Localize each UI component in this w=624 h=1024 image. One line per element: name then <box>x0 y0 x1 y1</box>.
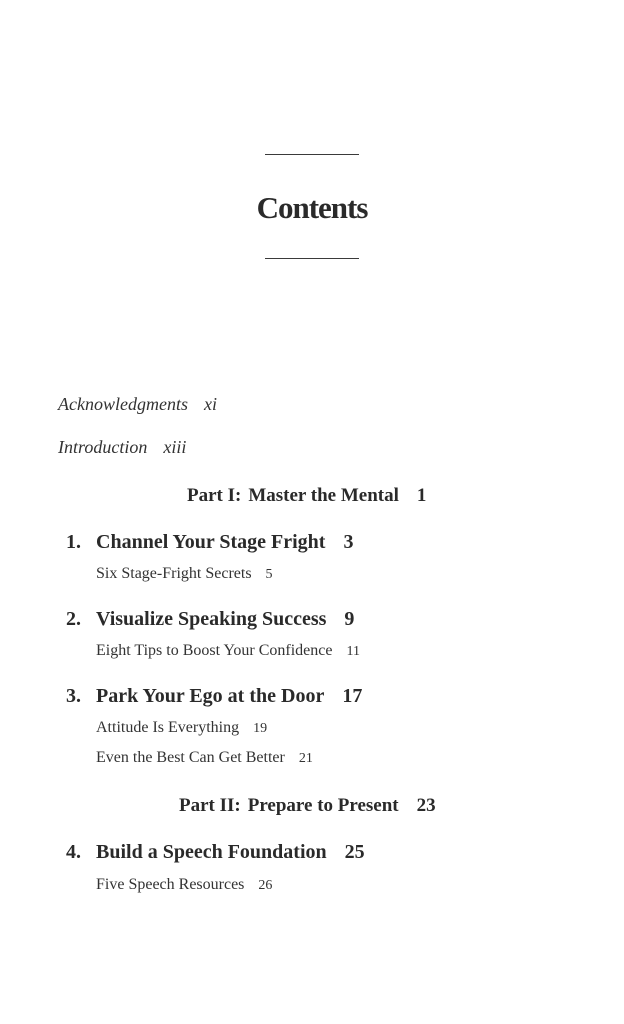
chapter-page: 17 <box>342 685 363 707</box>
entry-title: Acknowledgments <box>58 394 188 414</box>
section-title: Six Stage-Fright Secrets <box>96 565 252 582</box>
chapter-page: 25 <box>344 841 365 863</box>
section-page: 19 <box>253 721 268 736</box>
part-label: Part II: <box>179 795 241 816</box>
part-title: Prepare to Present <box>247 795 399 816</box>
toc-chapter[interactable] <box>66 841 365 864</box>
part-title: Master the Mental <box>248 485 399 506</box>
toc-part-heading[interactable] <box>187 485 426 507</box>
chapter-number: 4. <box>66 841 81 863</box>
chapter-number: 3. <box>66 685 81 707</box>
toc-chapter[interactable] <box>66 685 362 708</box>
section-page: 26 <box>258 878 273 893</box>
toc-section[interactable] <box>96 749 313 767</box>
toc-section[interactable] <box>96 719 267 737</box>
toc-part-heading[interactable] <box>179 795 436 817</box>
toc-section[interactable] <box>96 876 272 894</box>
section-page: 11 <box>346 644 360 659</box>
toc-chapter[interactable] <box>66 531 353 554</box>
chapter-page: 3 <box>343 531 354 553</box>
section-title: Five Speech Resources <box>96 876 245 893</box>
chapter-title: Park Your Ego at the Door <box>96 685 325 707</box>
entry-page: xi <box>203 394 217 414</box>
toc-front-entry[interactable] <box>58 394 217 415</box>
toc-front-entry[interactable] <box>58 437 186 458</box>
chapter-number: 1. <box>66 531 81 553</box>
top-rule <box>265 154 359 155</box>
toc-section[interactable] <box>96 642 360 660</box>
part-page: 23 <box>416 795 436 816</box>
section-title: Attitude Is Everything <box>96 719 240 736</box>
part-label: Part I: <box>187 485 242 506</box>
page-title: Contents <box>256 190 368 225</box>
chapter-page: 9 <box>344 608 355 630</box>
entry-page: xiii <box>163 437 187 457</box>
bottom-rule <box>265 258 359 259</box>
chapter-title: Channel Your Stage Fright <box>96 531 326 553</box>
section-title: Eight Tips to Boost Your Confidence <box>96 642 333 659</box>
section-title: Even the Best Can Get Better <box>96 749 285 766</box>
section-page: 21 <box>298 751 313 766</box>
section-page: 5 <box>265 567 273 582</box>
toc-chapter[interactable] <box>66 608 354 631</box>
chapter-title: Visualize Speaking Success <box>96 608 327 630</box>
entry-title: Introduction <box>58 437 148 457</box>
toc-section[interactable] <box>96 565 273 583</box>
part-page: 1 <box>416 485 427 506</box>
chapter-number: 2. <box>66 608 81 630</box>
chapter-title: Build a Speech Foundation <box>96 841 327 863</box>
